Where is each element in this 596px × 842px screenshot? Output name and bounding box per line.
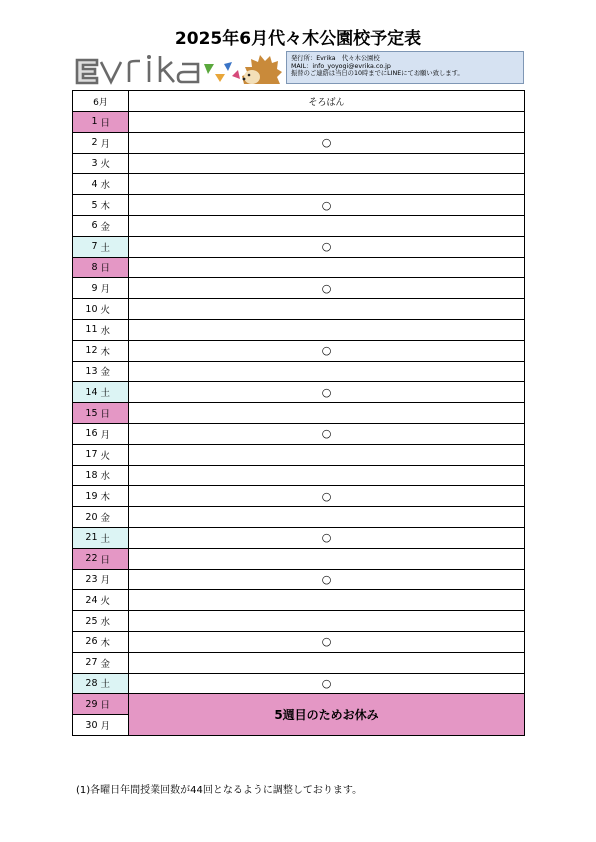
weekday-label: 金 [101, 215, 129, 236]
lesson-mark: ○ [321, 240, 332, 254]
lesson-cell [129, 423, 525, 444]
lesson-cell [129, 611, 525, 632]
weekday-label: 木 [101, 195, 129, 216]
table-row [73, 673, 525, 694]
lesson-cell [129, 382, 525, 403]
weekday-label: 土 [101, 236, 129, 257]
table-row [73, 278, 525, 299]
day-number: 1 [73, 112, 101, 133]
table-row [73, 132, 525, 153]
lesson-mark: ○ [321, 385, 332, 399]
lesson-cell [129, 590, 525, 611]
lesson-cell [129, 195, 525, 216]
weekday-label: 金 [101, 361, 129, 382]
mail-line: MAIL：info_yoyogi@evrika.co.jp [291, 62, 391, 70]
subject-header: そろばん [129, 91, 525, 112]
weekday-label: 月 [101, 715, 129, 736]
month-header: 6月 [73, 91, 129, 112]
lesson-cell [129, 278, 525, 299]
day-number: 29 [73, 694, 101, 715]
table-row [73, 569, 525, 590]
weekday-label: 月 [101, 569, 129, 590]
lesson-cell [129, 548, 525, 569]
lesson-mark: ○ [321, 531, 332, 545]
page-title: 2025年6月代々木公園校予定表 [174, 29, 422, 49]
lesson-cell [129, 299, 525, 320]
weekday-label: 金 [101, 652, 129, 673]
weekday-label: 火 [101, 299, 129, 320]
table-row [73, 611, 525, 632]
logo-color-triangles [204, 62, 240, 82]
day-number: 24 [73, 590, 101, 611]
table-row [73, 153, 525, 174]
table-row [73, 694, 525, 715]
table-row [73, 465, 525, 486]
day-number: 4 [73, 174, 101, 195]
day-number: 9 [73, 278, 101, 299]
lesson-cell [129, 340, 525, 361]
publisher-info-box [286, 51, 524, 84]
lesson-mark: ○ [321, 281, 332, 295]
evrika-logo [74, 52, 284, 86]
day-number: 14 [73, 382, 101, 403]
table-row [73, 652, 525, 673]
lesson-mark: ○ [321, 676, 332, 690]
lesson-mark: ○ [321, 572, 332, 586]
weekday-label: 日 [101, 403, 129, 424]
day-number: 30 [73, 715, 101, 736]
lesson-mark: ○ [321, 635, 332, 649]
footnote: (1)各曜日年間授業回数が44回となるように調整しております。 [76, 785, 363, 796]
day-number: 27 [73, 652, 101, 673]
weekday-label: 月 [101, 132, 129, 153]
table-row [73, 361, 525, 382]
day-number: 3 [73, 153, 101, 174]
weekday-label: 月 [101, 278, 129, 299]
weekday-label: 火 [101, 153, 129, 174]
lesson-mark: ○ [321, 198, 332, 212]
table-row [73, 486, 525, 507]
day-number: 8 [73, 257, 101, 278]
closed-notice: 5週目のためお休み [129, 694, 525, 736]
table-row [73, 590, 525, 611]
weekday-label: 木 [101, 486, 129, 507]
lesson-cell [129, 673, 525, 694]
day-number: 10 [73, 299, 101, 320]
lesson-mark: ○ [321, 489, 332, 503]
table-row [73, 507, 525, 528]
table-row [73, 215, 525, 236]
table-row [73, 444, 525, 465]
table-row [73, 299, 525, 320]
day-number: 28 [73, 673, 101, 694]
day-number: 18 [73, 465, 101, 486]
table-row [73, 319, 525, 340]
lesson-cell [129, 652, 525, 673]
weekday-label: 日 [101, 694, 129, 715]
table-row [73, 236, 525, 257]
table-header-row [73, 91, 525, 112]
table-row [73, 548, 525, 569]
lesson-cell [129, 631, 525, 652]
weekday-label: 水 [101, 319, 129, 340]
lesson-cell [129, 527, 525, 548]
weekday-label: 水 [101, 174, 129, 195]
lesson-mark: ○ [321, 136, 332, 150]
day-number: 7 [73, 236, 101, 257]
lesson-cell [129, 153, 525, 174]
day-number: 17 [73, 444, 101, 465]
weekday-label: 金 [101, 507, 129, 528]
lesson-cell [129, 465, 525, 486]
day-number: 12 [73, 340, 101, 361]
day-number: 13 [73, 361, 101, 382]
weekday-label: 水 [101, 611, 129, 632]
lesson-cell [129, 444, 525, 465]
table-row [73, 527, 525, 548]
logo-lettering [77, 55, 198, 83]
lesson-mark: ○ [321, 344, 332, 358]
table-row [73, 423, 525, 444]
weekday-label: 日 [101, 548, 129, 569]
lesson-cell [129, 507, 525, 528]
hedgehog-icon [242, 55, 282, 84]
day-number: 11 [73, 319, 101, 340]
weekday-label: 木 [101, 340, 129, 361]
weekday-label: 土 [101, 673, 129, 694]
lesson-cell [129, 215, 525, 236]
day-number: 20 [73, 507, 101, 528]
day-number: 25 [73, 611, 101, 632]
table-row [73, 257, 525, 278]
lesson-cell [129, 319, 525, 340]
weekday-label: 水 [101, 465, 129, 486]
weekday-label: 土 [101, 382, 129, 403]
weekday-label: 土 [101, 527, 129, 548]
day-number: 26 [73, 631, 101, 652]
lesson-cell [129, 361, 525, 382]
weekday-label: 木 [101, 631, 129, 652]
weekday-label: 火 [101, 590, 129, 611]
day-number: 19 [73, 486, 101, 507]
lesson-cell [129, 112, 525, 133]
lesson-cell [129, 486, 525, 507]
table-row [73, 340, 525, 361]
lesson-cell [129, 403, 525, 424]
lesson-cell [129, 132, 525, 153]
day-number: 15 [73, 403, 101, 424]
weekday-label: 月 [101, 423, 129, 444]
table-row [73, 631, 525, 652]
day-number: 2 [73, 132, 101, 153]
day-number: 6 [73, 215, 101, 236]
schedule-table [72, 90, 525, 736]
notice-line: 振替のご連絡は当日の10時までにLINEにてお願い致します。 [291, 70, 464, 78]
weekday-label: 日 [101, 257, 129, 278]
day-number: 16 [73, 423, 101, 444]
day-number: 21 [73, 527, 101, 548]
weekday-label: 火 [101, 444, 129, 465]
publisher-line: 発行所：Evrika 代々木公園校 [291, 55, 380, 62]
lesson-cell [129, 257, 525, 278]
lesson-cell [129, 236, 525, 257]
table-row [73, 174, 525, 195]
table-row [73, 382, 525, 403]
lesson-cell [129, 569, 525, 590]
day-number: 23 [73, 569, 101, 590]
day-number: 22 [73, 548, 101, 569]
lesson-mark: ○ [321, 427, 332, 441]
day-number: 5 [73, 195, 101, 216]
table-row [73, 403, 525, 424]
table-row [73, 112, 525, 133]
table-row [73, 195, 525, 216]
lesson-cell [129, 174, 525, 195]
weekday-label: 日 [101, 112, 129, 133]
